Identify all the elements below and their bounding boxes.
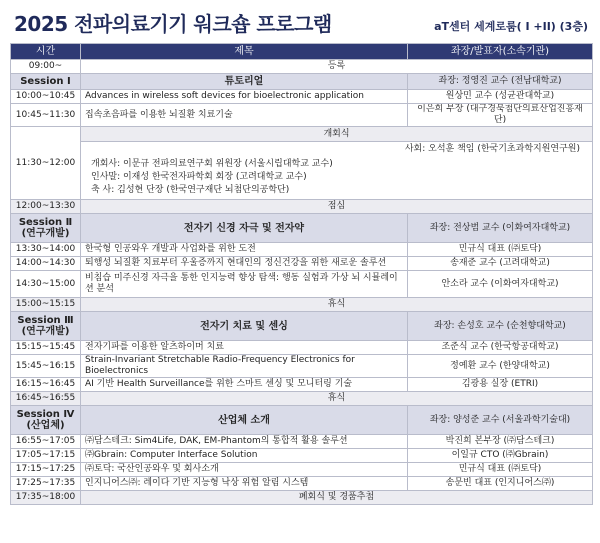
row-time: 15:00~15:15 (11, 298, 81, 312)
row-time: 15:45~16:15 (11, 355, 81, 378)
table-row (11, 355, 593, 378)
row-speaker: 이은희 부장 (대구경북첨단의료산업진흥재단) (408, 104, 593, 127)
program-header (0, 0, 600, 42)
opening-speech-line: 개회사: 이문규 전파의료연구회 위원장 (서울시립대학교 교수) (91, 159, 333, 169)
opening-ceremony-cell (81, 127, 593, 200)
row-time: 17:05~17:15 (11, 449, 81, 463)
row-title: 집속초음파를 이용한 뇌질환 치료기술 (81, 104, 408, 127)
table-row (11, 491, 593, 505)
congratulation-line: 축 사: 김성현 단장 (한국연구재단 뇌첨단의공학단) (91, 185, 290, 195)
row-title: 폐회식 및 경품추첨 (81, 491, 593, 505)
row-title: 등록 (81, 60, 593, 74)
row-speaker: 박진희 본부장 (㈜담스테크) (408, 435, 593, 449)
greeting-line: 인사말: 이재성 한국전자파학회 회장 (고려대학교 교수) (91, 172, 307, 182)
session-chair: 좌장: 정영진 교수 (전남대학교) (408, 74, 593, 90)
row-title: ㈜토닥: 국산인공와우 및 회사소개 (81, 463, 408, 477)
opening-ceremony-row (11, 127, 593, 200)
session-chair: 좌장: 전상범 교수 (이화여자대학교) (408, 214, 593, 243)
row-title: 점심 (81, 200, 593, 214)
row-title: 전자기파를 이용한 알츠하이머 치료 (81, 341, 408, 355)
session-row (11, 312, 593, 341)
table-row (11, 104, 593, 127)
row-speaker: 민규식 대표 (㈜토닥) (408, 463, 593, 477)
row-title: 인지니어스㈜: 레이다 기반 지능형 낙상 위험 알림 시스템 (81, 477, 408, 491)
row-time: 15:15~15:45 (11, 341, 81, 355)
row-title: 비침습 미주신경 자극을 통한 인지능력 향상 탐색: 행동 실험과 가상 뇌 시뮬레이션 분석 (81, 271, 408, 298)
program-title: 2025 전파의료기기 워크숍 프로그램 (14, 12, 332, 36)
row-time: 14:30~15:00 (11, 271, 81, 298)
session-topic: 전자기 치료 및 센싱 (81, 312, 408, 341)
row-speaker: 이일규 CTO (㈜Gbrain) (408, 449, 593, 463)
table-row (11, 449, 593, 463)
venue-label: aT센터 세계로룸( I +II) (3층) (434, 20, 588, 33)
row-time: 10:45~11:30 (11, 104, 81, 127)
row-title: 한국형 인공와우 개발과 사업화를 위한 도전 (81, 243, 408, 257)
row-time: 17:25~17:35 (11, 477, 81, 491)
session-row (11, 214, 593, 243)
row-title: 휴식 (81, 298, 593, 312)
row-time: 16:45~16:55 (11, 392, 81, 406)
column-header-speaker: 좌장/발표자(소속기관) (408, 44, 593, 60)
program-table (10, 43, 593, 505)
opening-ceremony-title: 개회식 (81, 127, 592, 142)
session-chair: 좌장: 손성호 교수 (순천향대학교) (408, 312, 593, 341)
row-title: 퇴행성 뇌질환 치료부터 우울증까지 현대인의 정신건강을 위한 새로운 솔루션 (81, 257, 408, 271)
table-row (11, 257, 593, 271)
row-title: AI 기반 Health Surveillance를 위한 스마트 센싱 및 모니터링 기술 (81, 378, 408, 392)
row-time: 16:15~16:45 (11, 378, 81, 392)
table-row (11, 435, 593, 449)
row-speaker: 송재준 교수 (고려대학교) (408, 257, 593, 271)
row-title: Advances in wireless soft devices for bioelectronic application (81, 90, 408, 104)
row-speaker: 조준식 교수 (한국항공대학교) (408, 341, 593, 355)
session-label: Session Ⅱ (연구개발) (11, 214, 81, 243)
opening-ceremony-host: 사회: 오석훈 책임 (한국기초과학지원연구원) (404, 144, 580, 154)
column-header-time: 시간 (11, 44, 81, 60)
table-row (11, 298, 593, 312)
row-title: ㈜Gbrain: Computer Interface Solution (81, 449, 408, 463)
row-speaker: 안소라 교수 (이화여자대학교) (408, 271, 593, 298)
row-speaker: 원상민 교수 (성균관대학교) (408, 90, 593, 104)
table-row (11, 271, 593, 298)
row-time: 14:00~14:30 (11, 257, 81, 271)
column-header-title: 제목 (81, 44, 408, 60)
row-speaker: 민규식 대표 (㈜토닥) (408, 243, 593, 257)
row-speaker: 정예환 교수 (한양대학교) (408, 355, 593, 378)
row-title: 휴식 (81, 392, 593, 406)
row-time: 17:15~17:25 (11, 463, 81, 477)
table-row (11, 463, 593, 477)
session-chair: 좌장: 양성준 교수 (서울과학기술대) (408, 406, 593, 435)
row-title: Strain-Invariant Stretchable Radio-Frequency Electronics for Bioelectronics (81, 355, 408, 378)
session-topic: 산업체 소개 (81, 406, 408, 435)
session-row (11, 406, 593, 435)
row-time: 13:30~14:00 (11, 243, 81, 257)
session-label: Session Ⅲ (연구개발) (11, 312, 81, 341)
table-row (11, 392, 593, 406)
session-label: Session Ⅰ (11, 74, 81, 90)
table-row (11, 378, 593, 392)
row-time: 11:30~12:00 (11, 127, 81, 200)
session-label: Session Ⅳ (산업체) (11, 406, 81, 435)
table-row (11, 341, 593, 355)
row-title: ㈜담스테크: Sim4Life, DAK, EM-Phantom의 통합적 활용 솔루션 (81, 435, 408, 449)
table-row (11, 200, 593, 214)
table-row (11, 90, 593, 104)
row-speaker: 송문빈 대표 (인지니어스㈜) (408, 477, 593, 491)
table-header-row (11, 44, 593, 60)
row-time: 12:00~13:30 (11, 200, 81, 214)
session-topic: 전자기 신경 자극 및 전자약 (81, 214, 408, 243)
row-time: 09:00~ (11, 60, 81, 74)
row-time: 10:00~10:45 (11, 90, 81, 104)
table-row (11, 243, 593, 257)
session-topic: 튜토리얼 (81, 74, 408, 90)
row-speaker: 김광용 실장 (ETRI) (408, 378, 593, 392)
table-row (11, 60, 593, 74)
row-time: 17:35~18:00 (11, 491, 81, 505)
session-row (11, 74, 593, 90)
row-time: 16:55~17:05 (11, 435, 81, 449)
table-row (11, 477, 593, 491)
